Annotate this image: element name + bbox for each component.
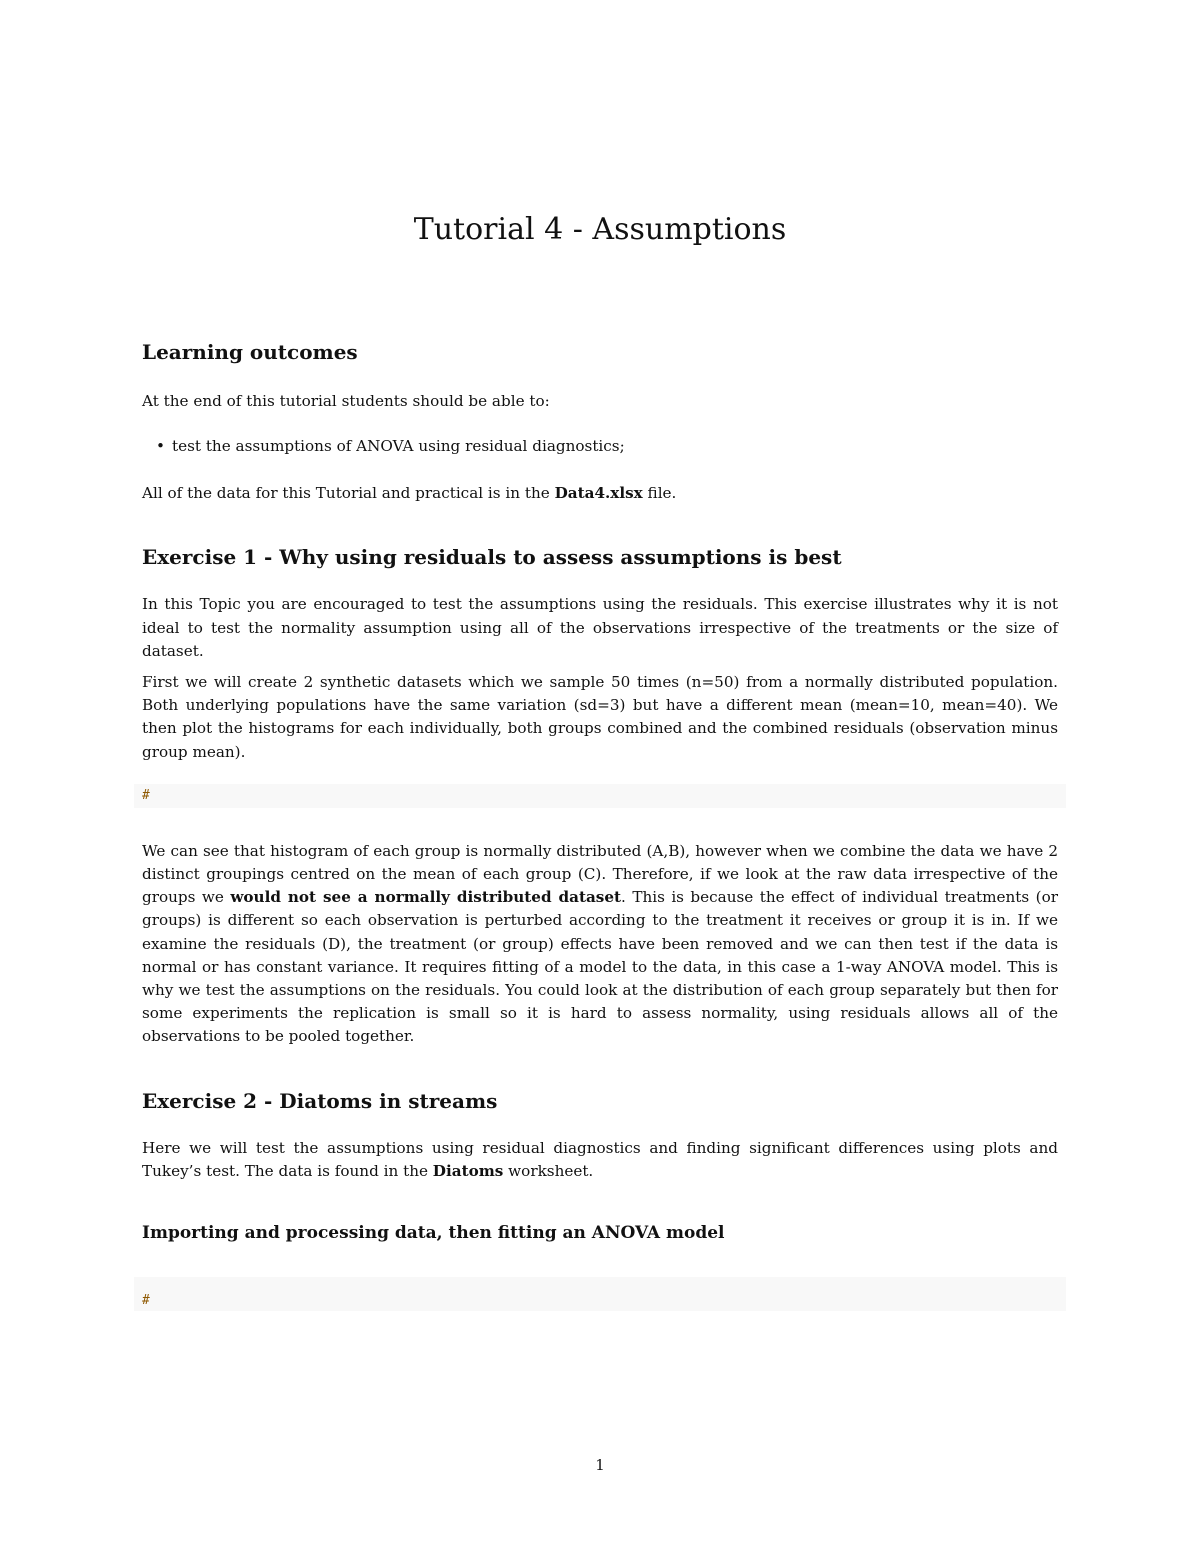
data-note-post: file. <box>642 484 677 503</box>
exercise1-paragraph-3-start: We can see that histogram of each group is normally distributed (A,B), however when we combine the data we have 2 distinct groupings centred on the mean of each group (C). Therefore, if we look at the raw data irrespective of the groups we <box>142 841 1058 907</box>
exercise2-paragraph-1-start: Here we will test the assumptions using residual diagnostics and finding significant differences using plots and Tukey’s test. The data is found in the <box>142 1138 1058 1180</box>
worksheet-name: Diatoms <box>432 1161 504 1180</box>
learning-intro: At the end of this tutorial students should be able to: <box>142 392 550 410</box>
page-number: 1 <box>595 1456 605 1474</box>
learning-outcomes-heading: Learning outcomes <box>142 340 358 364</box>
list-item <box>156 435 1058 458</box>
code-block: # <box>134 784 1066 808</box>
document-body <box>142 340 1058 1311</box>
page-title: Tutorial 4 - Assumptions <box>413 212 787 247</box>
exercise1-paragraph-3 <box>142 840 1058 1049</box>
exercise1-heading: Exercise 1 - Why using residuals to assess assumptions is best <box>142 545 842 570</box>
exercise1-paragraph-1: In this Topic you are encouraged to test the assumptions using the residuals. This exercise illustrates why it is not ideal to test the normality assumption using all of the observations irrespective of the treatments or the size of dataset. <box>142 595 1058 660</box>
data-note <box>142 482 1058 505</box>
exercise2-paragraph-1 <box>142 1137 1058 1183</box>
bullet-icon: • <box>156 437 165 456</box>
list-item-text: test the assumptions of ANOVA using residual diagnostics; <box>172 437 625 456</box>
code-block: # <box>134 1277 1066 1311</box>
exercise1-paragraph-2: First we will create 2 synthetic datasets which we sample 50 times (n=50) from a normally distributed population. Both underlying populations have the same variation (sd=3) but have a different mean (mean=10, mean=40). We then plot the histograms for each individually, both groups combined and the combined residuals (observation minus group mean). <box>142 673 1058 761</box>
learning-bullets <box>142 435 1058 458</box>
exercise2-paragraph-1-end: worksheet. <box>503 1161 594 1180</box>
data-file-name: Data4.xlsx <box>554 484 643 503</box>
exercise2-subheading: Importing and processing data, then fitting an ANOVA model <box>142 1223 725 1244</box>
exercise1-emphasis: would not see a normally distributed dataset <box>230 888 622 907</box>
data-note-pre: All of the data for this Tutorial and practical is in the <box>142 484 555 503</box>
exercise2-heading: Exercise 2 - Diatoms in streams <box>142 1088 498 1113</box>
exercise1-paragraph-3-end: . This is because the effect of individual treatments (or groups) is different so each observation is perturbed according to the treatment it receives or group it is in. If we examine the residuals (D), the treatment (or group) effects have been removed and we can then test if the data is normal or has constant variance. It requires fitting of a model to the data, in this case a 1-way ANOVA model. This is why we test the assumptions on the residuals. You could look at the distribution of each group separately but then for some experiments the replication is small so it is hard to assess normality, using residuals allows all of the observations to be pooled together. <box>142 888 1058 1046</box>
